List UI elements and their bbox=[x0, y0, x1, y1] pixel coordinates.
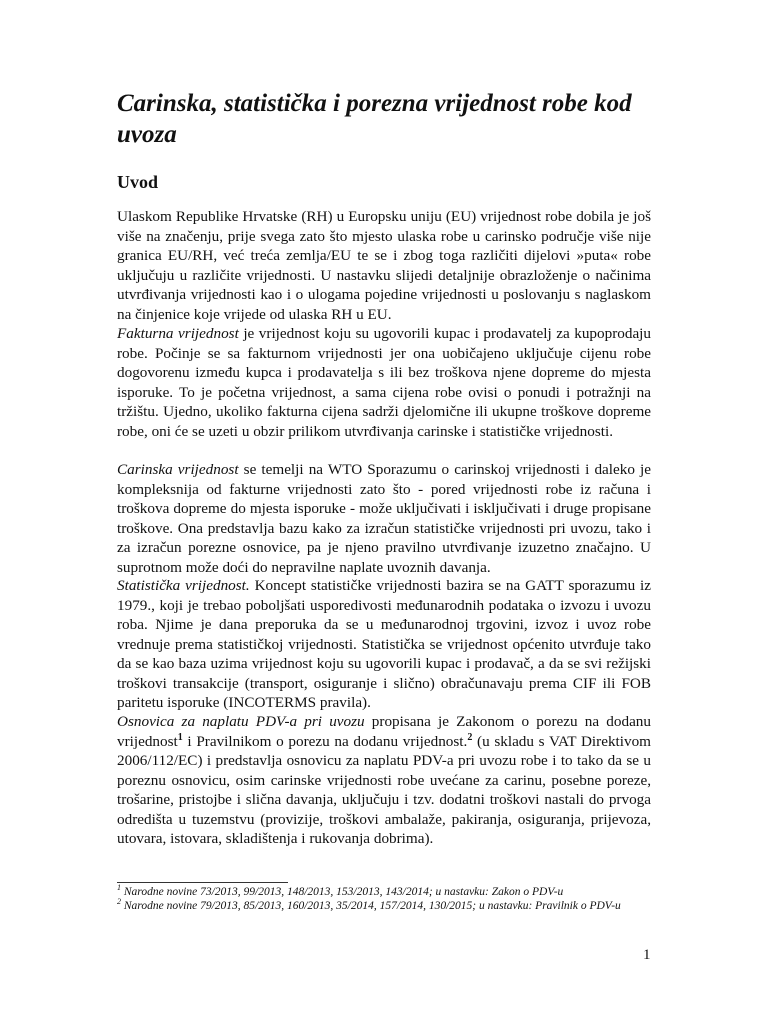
paragraph-lead-term: Fakturna vrijednost bbox=[117, 325, 239, 342]
paragraph-text: (u skladu s VAT Direktivom 2006/112/EC) i predstavlja osnovicu za naplatu PDV-a pri uvozu robe i to tako da se u poreznu osnovicu, osim carinske vrijednosti robe uvećane za carinu, posebne poreze, trošarine, pristojbe i slična davanja, uključuju i tzv. dodatni troškovi nastali do prvoga odredišta u tuzemstvu (provizije, troškovi ambalaže, pakiranja, osiguranja, prijevoza, utovara, istovara, skladištenja i rukovanja dobrima). bbox=[117, 732, 651, 847]
paragraph-lead-term: Statistička vrijednost. bbox=[117, 577, 250, 594]
section-heading: Uvod bbox=[117, 172, 159, 192]
paragraph-lead-term: Carinska vrijednost bbox=[117, 461, 239, 478]
paragraph-text: Koncept statističke vrijednosti bazira se na GATT sporazumu iz 1979., koji je trebao poboljšati usporedivosti međunarodnih podataka o izvozu i uvozu roba. Njime je dana preporuka da se u međunarodnoj trgovini, izvoz i uvoz robe vrednuje prema statističkoj vrijednosti. Statistička se vrijednost općenito utvrđuje tako da se kao baza uzima vrijednost koju su ugovorili kupac i prodavač, a da se svi režijski troškovi transakcije (transport, osiguranje i slično) obračunavaju prema CIF ili FOB paritetu isporuke (INCOTERMS pravila). bbox=[117, 577, 652, 711]
paragraph-text: se temelji na WTO Sporazumu o carinskoj vrijednosti i daleko je kompleksnija od fakturne vrijednosti zato što - pored vrijednosti robe iz računa i troškova dopreme do mjesta isporuke - može uključivati i isključivati i druge propisane troškove. Ona predstavlja bazu kako za izračun statističke vrijednosti pri uvozu, tako i za izračun porezne osnovice, pa je njeno pravilno utvrđivanje izuzetno značajno. U suprotnom može doći do nepravilne naplate uvoznih davanja. bbox=[117, 461, 651, 576]
paragraph-statisticka bbox=[117, 576, 651, 713]
footnote-reference[interactable]: 1 bbox=[177, 731, 183, 743]
paragraph-text: propisana je Zakonom o porezu na dodanu vrijednost bbox=[117, 713, 651, 750]
paragraph-carinska bbox=[117, 460, 651, 577]
paragraph-fakturna bbox=[117, 324, 651, 441]
paragraph-text: je vrijednost koju su ugovorili kupac i prodavatelj za kupoprodaju robe. Počinje se sa fakturnom vrijednosti jer ona uobičajeno uključuje cijenu robe dogovorenu između kupca i prodavatelja s ili bez troškova njene dopreme do mjesta isporuke. To je početna vrijednost, a sama cijena robe ovisi o ponudi i potražnji na tržištu. Ujedno, ukoliko fakturna cijena sadrži djelomične ili ukupne troškove dopreme robe, oni će se uzeti u obzir prilikom utvrđivanja carinske i statističke vrijednosti. bbox=[117, 325, 651, 440]
document-title: Carinska, statistička i porezna vrijednost robe kod uvoza bbox=[117, 90, 632, 148]
paragraph-intro bbox=[117, 207, 651, 324]
footnote-2 bbox=[117, 897, 657, 913]
footnote-1 bbox=[117, 883, 657, 899]
footnote-mark: 1 bbox=[117, 883, 121, 893]
footnote-text: Narodne novine 79/2013, 85/2013, 160/2013, 35/2014, 157/2014, 130/2015; u nastavku: Pravilnik o PDV-u bbox=[123, 900, 621, 912]
paragraph-text: i Pravilnikom o porezu na dodanu vrijednost. bbox=[182, 732, 468, 750]
footnote-reference[interactable]: 2 bbox=[467, 731, 473, 743]
page-number: 1 bbox=[643, 947, 651, 963]
footnote-text: Narodne novine 73/2013, 99/2013, 148/2013, 153/2013, 143/2014; u nastavku: Zakon o PDV-u bbox=[123, 886, 564, 898]
footnote-separator bbox=[117, 882, 288, 883]
paragraph-lead-term: Osnovica za naplatu PDV-a pri uvozu bbox=[117, 713, 365, 730]
footnote-mark: 2 bbox=[117, 897, 121, 907]
footnotes bbox=[117, 883, 657, 914]
paragraph-osnovica-pdv bbox=[117, 712, 651, 849]
paragraph-text: Ulaskom Republike Hrvatske (RH) u Europsku uniju (EU) vrijednost robe dobila je još više na značenju, prije svega zato što mjesto ulaska robe u carinsko područje više nije granica EU/RH, već treća zemlja/EU te se i zbog toga različiti dijelovi »puta« robe uključuju u različite vrijednosti. U nastavku slijedi detaljnije obrazloženje o načinima utvrđivanja vrijednosti kao i o ulogama pojedine vrijednosti u poslovanju s naglaskom na činjenice koje vrijede od ulaska RH u EU. bbox=[117, 208, 651, 323]
